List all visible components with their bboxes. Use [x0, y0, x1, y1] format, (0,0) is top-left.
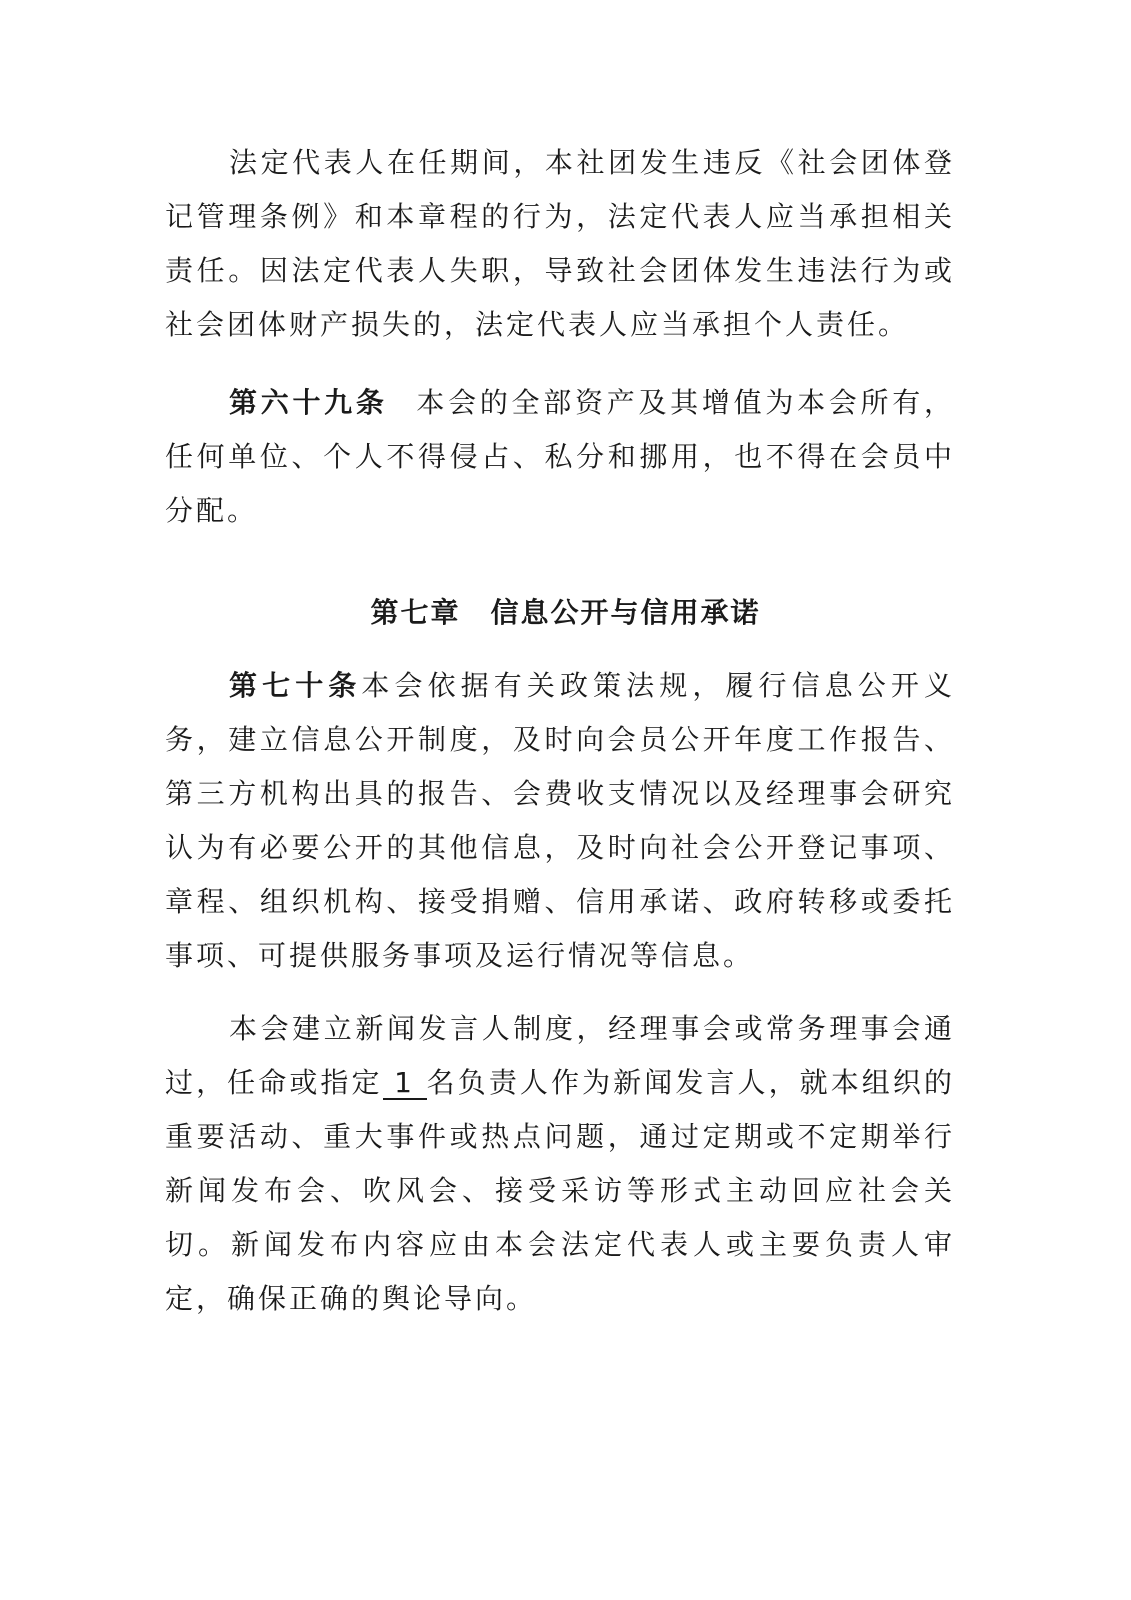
spokesperson-count-blank: 1 [383, 1068, 427, 1100]
chapter-7-title: 第七章 信息公开与信用承诺 [370, 596, 761, 629]
spokesperson-text-after: 名负责人作为新闻发言人，就本组织的重要活动、重大事件或热点问题，通过定期或不定期举行新闻发布会、吹风会、接受采访等形式主动回应社会关切。新闻发布内容应由本会法定代表人或主要负责人审定，确保正确的舆论导向。 [165, 1066, 955, 1315]
spokesperson-text-before: 本会建立新闻发言人制度，经理事会或常务理事会通过，任命或指定 [165, 1012, 955, 1099]
article-70-text: 本会依据有关政策法规，履行信息公开义务，建立信息公开制度，及时向会员公开年度工作报告、第三方机构出具的报告、会费收支情况以及经理事会研究认为有必要公开的其他信息，及时向社会公开登记事项、章程、组织机构、接受捐赠、信用承诺、政府转移或委托事项、可提供服务事项及运行情况等信息。 [165, 669, 955, 972]
article-70-label: 第七十条 [229, 669, 362, 702]
article-70 [165, 659, 955, 983]
article-69 [165, 376, 955, 538]
paragraph-text: 法定代表人在任期间，本社团发生违反《社会团体登记管理条例》和本章程的行为，法定代表人应当承担相关责任。因法定代表人失职，导致社会团体发生违法行为或社会团体财产损失的，法定代表人应当承担个人责任。 [165, 146, 955, 341]
paragraph-spokesperson [165, 1002, 955, 1326]
paragraph-legal-rep-liability [165, 136, 955, 352]
article-69-text: 本会的全部资产及其增值为本会所有，任何单位、个人不得侵占、私分和挪用，也不得在会员中分配。 [165, 386, 955, 527]
article-69-label: 第六十九条 [229, 386, 388, 419]
